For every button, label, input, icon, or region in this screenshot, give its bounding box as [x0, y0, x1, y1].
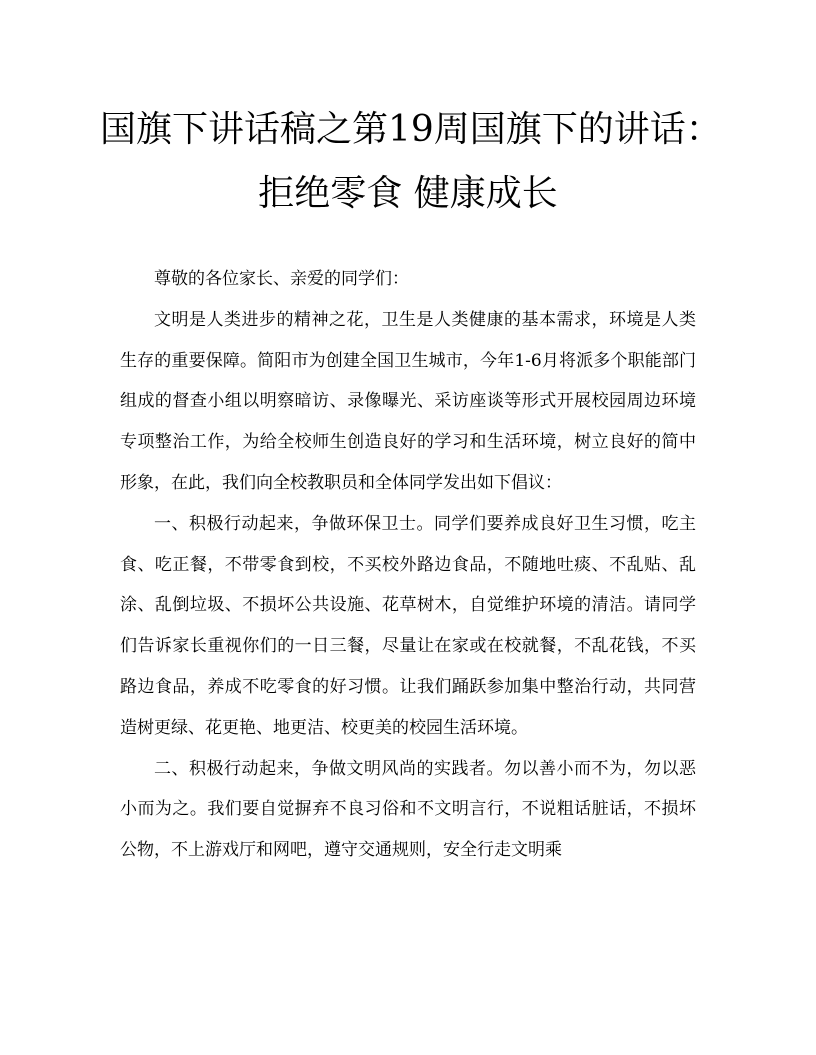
proposal-two-paragraph: 二、积极行动起来，争做文明风尚的实践者。勿以善小而不为，勿以恶小而为之。我们要自觉摒弃不良习俗和不文明言行，不说粗话脏话，不损坏公物，不上游戏厅和网吧，遵守交通规则，安全行走文明乘 [120, 758, 696, 861]
document-title-line-2: 拒绝零食 健康成长 [258, 173, 558, 214]
document-title-line-1: 国旗下讲话稿之第19周国旗下的讲话： [100, 109, 722, 150]
salutation-paragraph: 尊敬的各位家长、亲爱的同学们： [154, 269, 409, 289]
document-body [120, 259, 696, 871]
proposal-one-paragraph: 一、积极行动起来，争做环保卫士。同学们要养成良好卫生习惯，吃主食、吃正餐，不带零食到校，不买校外路边食品，不随地吐痰、不乱贴、乱涂、乱倒垃圾、不损坏公共设施、花草树木，自觉维护环境的清洁。请同学们告诉家长重视你们的一日三餐，尽量让在家或在校就餐，不乱花钱，不买路边食品，养成不吃零食的好习惯。让我们踊跃参加集中整治行动，共同营造树更绿、花更艳、地更洁、校更美的校园生活环境。 [120, 513, 696, 738]
intro-paragraph: 文明是人类进步的精神之花，卫生是人类健康的基本需求，环境是人类生存的重要保障。简阳市为创建全国卫生城市，今年1-6月将派多个职能部门组成的督查小组以明察暗访、录像曝光、采访座谈等形式开展校园周边环境专项整治工作，为给全校师生创造良好的学习和生活环境，树立良好的简中形象，在此，我们向全校教职员和全体同学发出如下倡议： [120, 309, 696, 493]
